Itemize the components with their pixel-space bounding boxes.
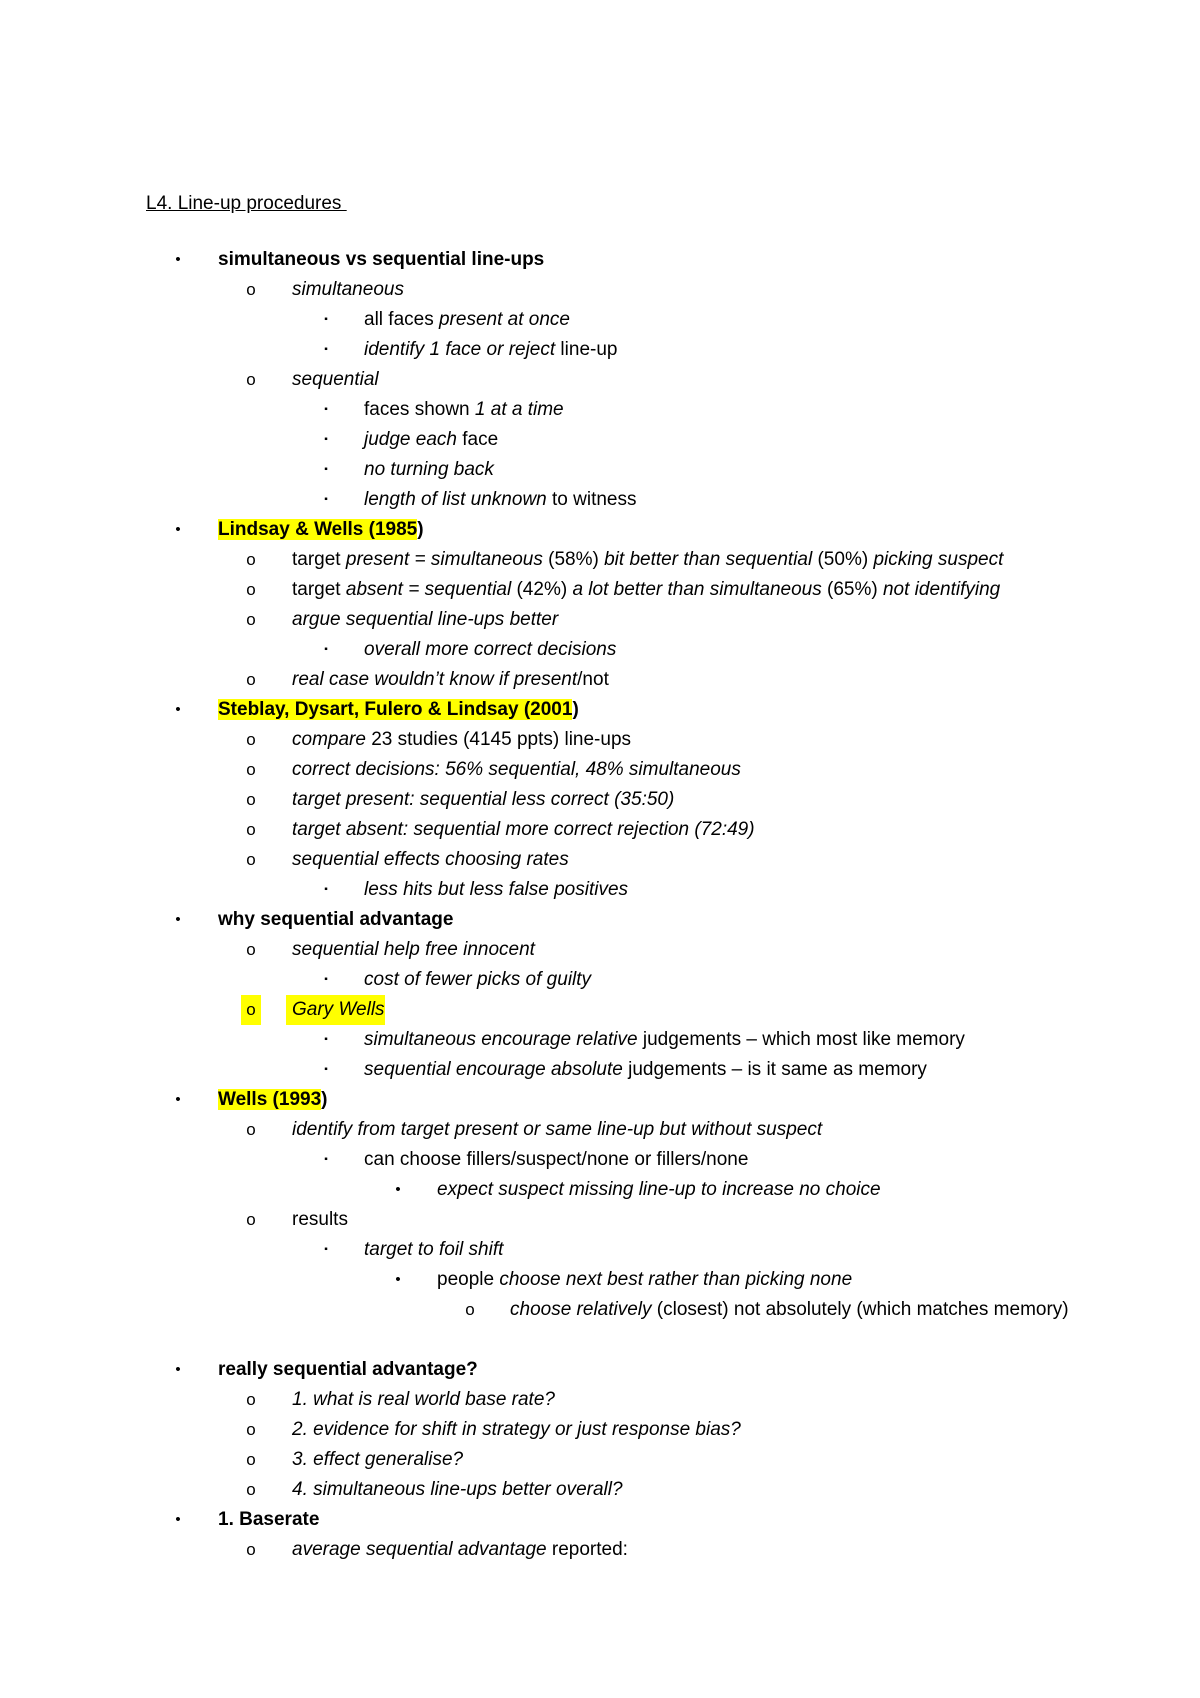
outline-item (0, 1115, 1200, 1145)
outline-item (0, 395, 1200, 425)
text-segment: overall more correct decisions (364, 639, 617, 660)
outline-item (0, 1235, 1200, 1265)
outline-item-text (292, 1115, 822, 1145)
outline-item (0, 1175, 1200, 1205)
outline-item-text (364, 425, 498, 455)
text-segment: present at once (438, 309, 570, 330)
text-segment: judge each (364, 429, 457, 450)
outline-item-text (364, 875, 628, 905)
outline-item-text (292, 1205, 348, 1235)
bullet-dot-icon: • (395, 1181, 401, 1198)
outline-item (0, 515, 1200, 545)
bullet-square-icon: ▪ (324, 314, 328, 325)
outline-item-text (364, 395, 564, 425)
text-segment: expect suspect missing line-up to increase no choice (437, 1179, 881, 1200)
outline-item-text (292, 1535, 628, 1565)
text-segment: face (456, 429, 499, 450)
bullet-dot-icon: • (175, 521, 181, 538)
outline-item (0, 305, 1200, 335)
bullet-circle-icon: o (246, 790, 256, 809)
bullet-square-icon: ▪ (324, 1154, 328, 1165)
text-segment: average sequential advantage (292, 1539, 547, 1560)
outline-item (0, 1415, 1200, 1445)
text-segment: real case wouldn’t know if present (292, 669, 578, 690)
bullet-square-icon: ▪ (324, 404, 328, 415)
outline-item-text (218, 1355, 478, 1385)
text-segment: (closest) not absolutely (which matches memory) (651, 1299, 1069, 1320)
outline-item (0, 275, 1200, 305)
outline-item (0, 545, 1200, 575)
text-segment: target (292, 579, 346, 600)
outline-item (0, 1535, 1200, 1565)
outline-item (0, 425, 1200, 455)
outline-item-text (364, 965, 591, 995)
outline-item (0, 635, 1200, 665)
text-segment: present = simultaneous (345, 549, 543, 570)
text-segment: length of list unknown (364, 489, 547, 510)
bullet-square-icon: ▪ (324, 884, 328, 895)
outline-item-text (437, 1265, 852, 1295)
outline-item (0, 935, 1200, 965)
outline-item (0, 1145, 1200, 1175)
outline-item-text (292, 365, 379, 395)
text-segment: correct decisions: 56% sequential, 48% simultaneous (292, 759, 741, 780)
outline-item-text (218, 245, 544, 275)
text-segment: (42%) (511, 579, 573, 600)
text-segment: a lot better than simultaneous (572, 579, 822, 600)
bullet-circle-icon: o (246, 1390, 256, 1409)
text-segment: choose relatively (510, 1299, 652, 1320)
bullet-dot-icon: • (175, 701, 181, 718)
outline-item (0, 1085, 1200, 1115)
text-segment: people (437, 1269, 500, 1290)
bullet-square-icon: ▪ (324, 464, 328, 475)
outline-item-text (292, 845, 569, 875)
text-segment: no turning back (364, 459, 494, 480)
text-segment: picking suspect (873, 549, 1004, 570)
outline-item-text (510, 1295, 1070, 1325)
outline-item-text (218, 1505, 319, 1535)
text-segment: target to foil shift (364, 1239, 504, 1260)
text-segment: 1 at a time (474, 399, 564, 420)
outline-item (0, 845, 1200, 875)
bullet-square-icon: ▪ (324, 494, 328, 505)
text-segment: results (292, 1209, 348, 1230)
text-segment: absent = sequential (345, 579, 512, 600)
text-segment: identify from target present or same line-up but without suspect (292, 1119, 823, 1140)
bullet-dot-icon: • (175, 1361, 181, 1378)
bullet-circle-icon: o (246, 760, 256, 779)
outline-item-text (218, 515, 424, 545)
text-segment: compare (292, 729, 366, 750)
outline-item-text (286, 995, 385, 1025)
bullet-circle-icon: o (246, 610, 256, 629)
text-segment: (58%) (542, 549, 605, 570)
outline-item (0, 905, 1200, 935)
text-segment: ) (572, 699, 579, 720)
bullet-square-icon: ▪ (324, 344, 328, 355)
text-segment: sequential encourage absolute (364, 1059, 623, 1080)
bullet-dot-icon: • (175, 1511, 181, 1528)
bullet-circle-icon: o (246, 940, 256, 959)
outline-item (0, 1385, 1200, 1415)
outline-item (0, 335, 1200, 365)
outline-item (0, 665, 1200, 695)
outline-item (0, 1265, 1200, 1295)
text-segment: 23 studies (4145 ppts) line-ups (365, 729, 632, 750)
text-segment: sequential help free innocent (292, 939, 535, 960)
outline-item-text (292, 785, 674, 815)
outline-item (0, 1295, 1200, 1325)
outline-item-text (292, 1475, 623, 1505)
outline-item-text (292, 275, 404, 305)
text-segment: faces shown (364, 399, 475, 420)
text-segment: choose next best rather than picking none (499, 1269, 853, 1290)
outline-item-text (364, 305, 570, 335)
text-segment: not identifying (882, 579, 1001, 600)
text-segment: simultaneous encourage relative (364, 1029, 638, 1050)
text-segment: ) (321, 1089, 328, 1110)
text-segment: cost of fewer picks of guilty (364, 969, 592, 990)
outline-item-text (292, 1445, 463, 1475)
outline-item (0, 245, 1200, 275)
outline-item-text (364, 1145, 748, 1175)
text-segment: Wells (1993 (218, 1089, 322, 1110)
text-segment: 2. evidence for shift in strategy or just response bias? (292, 1419, 741, 1440)
text-segment: Lindsay & Wells (1985 (218, 519, 418, 540)
bullet-square-icon: ▪ (324, 1034, 328, 1045)
bullet-dot-icon: • (395, 1271, 401, 1288)
text-segment: why sequential advantage (218, 909, 454, 930)
outline-item (0, 965, 1200, 995)
text-segment: Steblay, Dysart, Fulero & Lindsay (2001 (218, 699, 573, 720)
outline-item-text (364, 485, 637, 515)
outline-item (0, 1505, 1200, 1535)
bullet-circle-icon: o (246, 1480, 256, 1499)
outline-item (0, 485, 1200, 515)
bullet-square-icon: ▪ (324, 1244, 328, 1255)
outline-item-text (292, 545, 1003, 575)
outline-item-text (292, 755, 741, 785)
bullet-circle-icon: o (241, 995, 261, 1025)
text-segment: judgements – which most like memory (637, 1029, 965, 1050)
outline-item-text (364, 1235, 503, 1265)
outline-item (0, 995, 1200, 1025)
text-segment: /not (577, 669, 609, 690)
text-segment: judgements – is it same as memory (622, 1059, 927, 1080)
text-segment: argue sequential line-ups better (292, 609, 559, 630)
bullet-square-icon: ▪ (324, 644, 328, 655)
bullet-dot-icon: • (175, 251, 181, 268)
outline-item-text (218, 905, 453, 935)
text-segment: target present: sequential less correct (35:50) (292, 789, 675, 810)
outline-item-text (292, 935, 535, 965)
outline-item (0, 875, 1200, 905)
outline-item (0, 695, 1200, 725)
bullet-circle-icon: o (246, 730, 256, 749)
outline-item (0, 755, 1200, 785)
bullet-dot-icon: • (175, 911, 181, 928)
outline-item (0, 1025, 1200, 1055)
outline-item-text (364, 455, 494, 485)
bullet-circle-icon: o (246, 550, 256, 569)
outline-item-text (364, 635, 616, 665)
text-segment: (50%) (812, 549, 874, 570)
outline-item-text (364, 335, 617, 365)
bullet-circle-icon: o (465, 1300, 475, 1319)
text-segment: 3. effect generalise? (292, 1449, 464, 1470)
text-segment: Gary Wells (292, 999, 385, 1020)
text-segment: target (292, 549, 346, 570)
outline-item-text (437, 1175, 881, 1205)
outline-item-text (292, 575, 1000, 605)
outline-item-text (364, 1025, 965, 1055)
outline-item-text (218, 1085, 327, 1115)
page-title: L4. Line-up procedures (146, 193, 347, 214)
text-segment: simultaneous (292, 279, 404, 300)
outline-item-text (292, 725, 631, 755)
outline-item (0, 365, 1200, 395)
bullet-dot-icon: • (175, 1091, 181, 1108)
bullet-circle-icon: o (246, 820, 256, 839)
bullet-circle-icon: o (246, 670, 256, 689)
text-segment: 4. simultaneous line-ups better overall? (292, 1479, 623, 1500)
outline-item (0, 575, 1200, 605)
outline-item (0, 785, 1200, 815)
outline-item (0, 1055, 1200, 1085)
bullet-circle-icon: o (246, 850, 256, 869)
bullet-square-icon: ▪ (324, 434, 328, 445)
outline-item (0, 815, 1200, 845)
outline-item (0, 1475, 1200, 1505)
text-segment: (65%) (821, 579, 883, 600)
text-segment: to witness (546, 489, 637, 510)
bullet-circle-icon: o (246, 1420, 256, 1439)
outline-item (0, 1445, 1200, 1475)
bullet-square-icon: ▪ (324, 1064, 328, 1075)
outline-item-text (292, 1385, 555, 1415)
bullet-circle-icon: o (246, 580, 256, 599)
bullet-circle-icon: o (246, 1210, 256, 1229)
outline-item-text (364, 1055, 927, 1085)
text-segment: sequential (292, 369, 379, 390)
text-segment: 1. what is real world base rate? (292, 1389, 555, 1410)
bullet-circle-icon: o (246, 1120, 256, 1139)
bullet-circle-icon: o (246, 1540, 256, 1559)
bullet-circle-icon: o (246, 280, 256, 299)
outline-item-text (292, 1415, 741, 1445)
text-segment: really sequential advantage? (218, 1359, 478, 1380)
outline-item (0, 1355, 1200, 1385)
outline-item (0, 455, 1200, 485)
text-segment: identify 1 face or reject (364, 339, 556, 360)
outline-item (0, 725, 1200, 755)
text-segment: simultaneous vs sequential line-ups (218, 249, 545, 270)
outline-item-text (292, 815, 755, 845)
outline-item (0, 605, 1200, 635)
bullet-circle-icon: o (246, 1450, 256, 1469)
text-segment: target absent: sequential more correct rejection (72:49) (292, 819, 755, 840)
text-segment: 1. Baserate (218, 1509, 320, 1530)
bullet-circle-icon: o (246, 370, 256, 389)
text-segment: bit better than sequential (604, 549, 813, 570)
outline-item (0, 1205, 1200, 1235)
text-segment: less hits but less false positives (364, 879, 629, 900)
bullet-square-icon: ▪ (324, 974, 328, 985)
outline-item-text (218, 695, 579, 725)
text-segment: ) (417, 519, 424, 540)
text-segment: sequential effects choosing rates (292, 849, 569, 870)
outline-item-text (292, 605, 558, 635)
text-segment: can choose fillers/suspect/none or fillers/none (364, 1149, 749, 1170)
text-segment: line-up (555, 339, 618, 360)
text-segment: all faces (364, 309, 439, 330)
outline-item-text (292, 665, 609, 695)
text-segment: reported: (546, 1539, 628, 1560)
